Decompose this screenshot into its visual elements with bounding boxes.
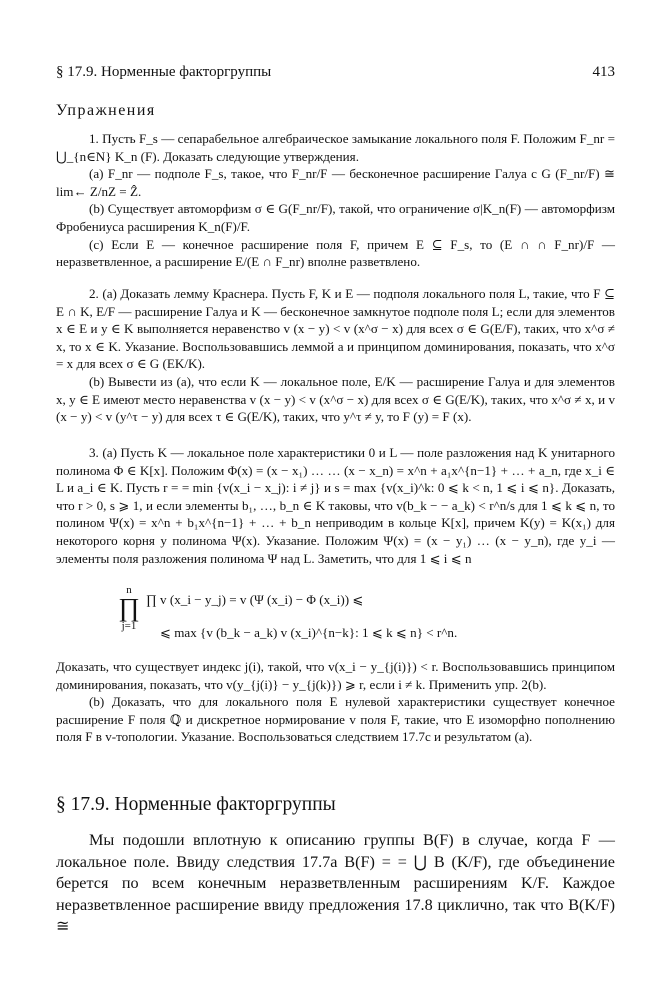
exercise-1c: (c) Если E — конечное расширение поля F, причем E ⊆ F_s, то (E ∩ ∩ F_nr)/F — неразветвленное, а расширение E/(E ∩ F_nr) вполне разветвлено. (56, 236, 615, 270)
product-upper-limit: n (126, 584, 132, 596)
exercise-2a: 2. (a) Доказать лемму Краснера. Пусть F, K и E — подполя локального поля L, такие, что F ⊆ E ∩ K, E/F — расширение Галуа и K — бесконечное замкнутое подполе поля L; если для элементов x ∈ E и y ∈ K выполняется неравенство v (x − y) < v (x^σ − x) для всех σ ∈ G(E/F), таких, что x^σ ≠ x, то x ∈ K. Указание. Воспользовавшись леммой a и принципом доминирования, показать, что x^σ = x для всех σ ∈ G (EK/K). (56, 286, 615, 372)
exercise-1 (56, 130, 615, 271)
exercise-2b: (b) Вывести из (a), что если K — локальное поле, E/K — расширение Галуа и для элементов x, y ∈ E имеют место неравенства v (x − y) < v (x^σ − x) для всех σ ∈ G(E/K), таких, что x^σ ≠ x, и v (x − y) < v (y^τ − y) для всех τ ∈ G(E/K), таких, что y^τ ≠ y, то F (y) = F (x). (56, 373, 615, 425)
product-symbol (118, 584, 140, 632)
exercise-3a-after: Доказать, что существует индекс j(i), такой, что v(x_i − y_{j(i)}) < r. Воспользовавшись принципом доминирования, показать, что v(y_{j(i)} − y_{j(k)}) ⩾ r, если i ≠ k. Применить упр. 2(b). (56, 659, 615, 692)
section-paragraph: Мы подошли вплотную к описанию группы B(F) в случае, когда F — локальное поле. Ввиду следствия 17.7a B(F) = = ⋃ B (K/F), где объединение берется по всем конечным неразветвленным расширениям K/F. Каждое неразветвленное расширение ввиду предложения 17.8 циклично, так что B(K/F) ≅ (56, 831, 615, 935)
exercise-3-continued (56, 658, 615, 746)
section-heading: § 17.9. Норменные факторгруппы (56, 794, 336, 815)
exercise-1b: (b) Существует автоморфизм σ ∈ G(F_nr/F), такой, что ограничение σ|K_n(F) — автоморфизм Фробениуса расширения K_n(F)/F. (56, 201, 615, 234)
product-lower-limit: j=1 (121, 620, 137, 632)
exercise-3b: (b) Доказать, что для локального поля E нулевой характеристики существует конечное расширение F поля ℚ и дискретное нормирование v поля F, такие, что E изоморфно пополнению поля F в v-топологии. Указание. Воспользоваться следствием 17.7c и результатом (a). (56, 694, 615, 745)
product-sign: ∏ (118, 593, 140, 622)
exercise-2 (56, 285, 615, 426)
section-body (56, 830, 615, 938)
display-formula-line-2: ⩽ max {v (b_k − a_k) v (x_i)^{n−k}: 1 ⩽ k ⩽ n} < r^n. (160, 625, 458, 640)
page-number: 413 (592, 64, 615, 80)
exercise-3a (56, 444, 615, 567)
exercise-1a: (a) F_nr — подполе F_s, такое, что F_nr/F — бесконечное расширение Галуа с G (F_nr/F) ≅ lim← Z/nZ = Ẑ. (56, 166, 615, 199)
running-header (56, 64, 615, 86)
exercises-heading: Упражнения (56, 102, 156, 119)
display-formula-line-1: ∏ v (x_i − y_j) = v (Ψ (x_i) − Φ (x_i)) ⩽ (146, 592, 364, 607)
exercise-3a-text: 3. (a) Пусть K — локальное поле характеристики 0 и L — поле разложения над K унитарного полинома Φ ∈ K[x]. Положим Φ(x) = (x − x₁) … … (x − x_n) = x^n + a₁x^{n−1} + … + a_n, где x_i ∈ L и a_i ∈ K. Пусть r = = min {v(x_i − x_j): i ≠ j} и s = max {v(x_i)^k: 0 ⩽ k < n, 1 ⩽ i ⩽ n}. Доказать, что r > 0, s ⩾ 1, и если элементы b₁, …, b_n ∈ K таковы, что v(b_k − − a_k) < r^n/s для 1 ⩽ k ⩽ n, то полином Ψ(x) = x^n + b₁x^{n−1} + … + b_n неприводим в кольце K[x], причем K(y) = K(x₁) для некоторого корня y полинома Ψ(x). Указание. Положим Ψ(x) = (x − y₁) … (x − y_n), где y_i — элементы поля разложения полинома Ψ над L. Заметить, что для 1 ⩽ i ⩽ n (56, 445, 615, 566)
exercise-1-statement: 1. Пусть F_s — сепарабельное алгебраическое замыкание локального поля F. Положим F_nr = ⋃_{n∈N} K_n (F). Доказать следующие утверждения. (56, 131, 615, 164)
header-section-title: § 17.9. Норменные факторгруппы (56, 64, 272, 80)
